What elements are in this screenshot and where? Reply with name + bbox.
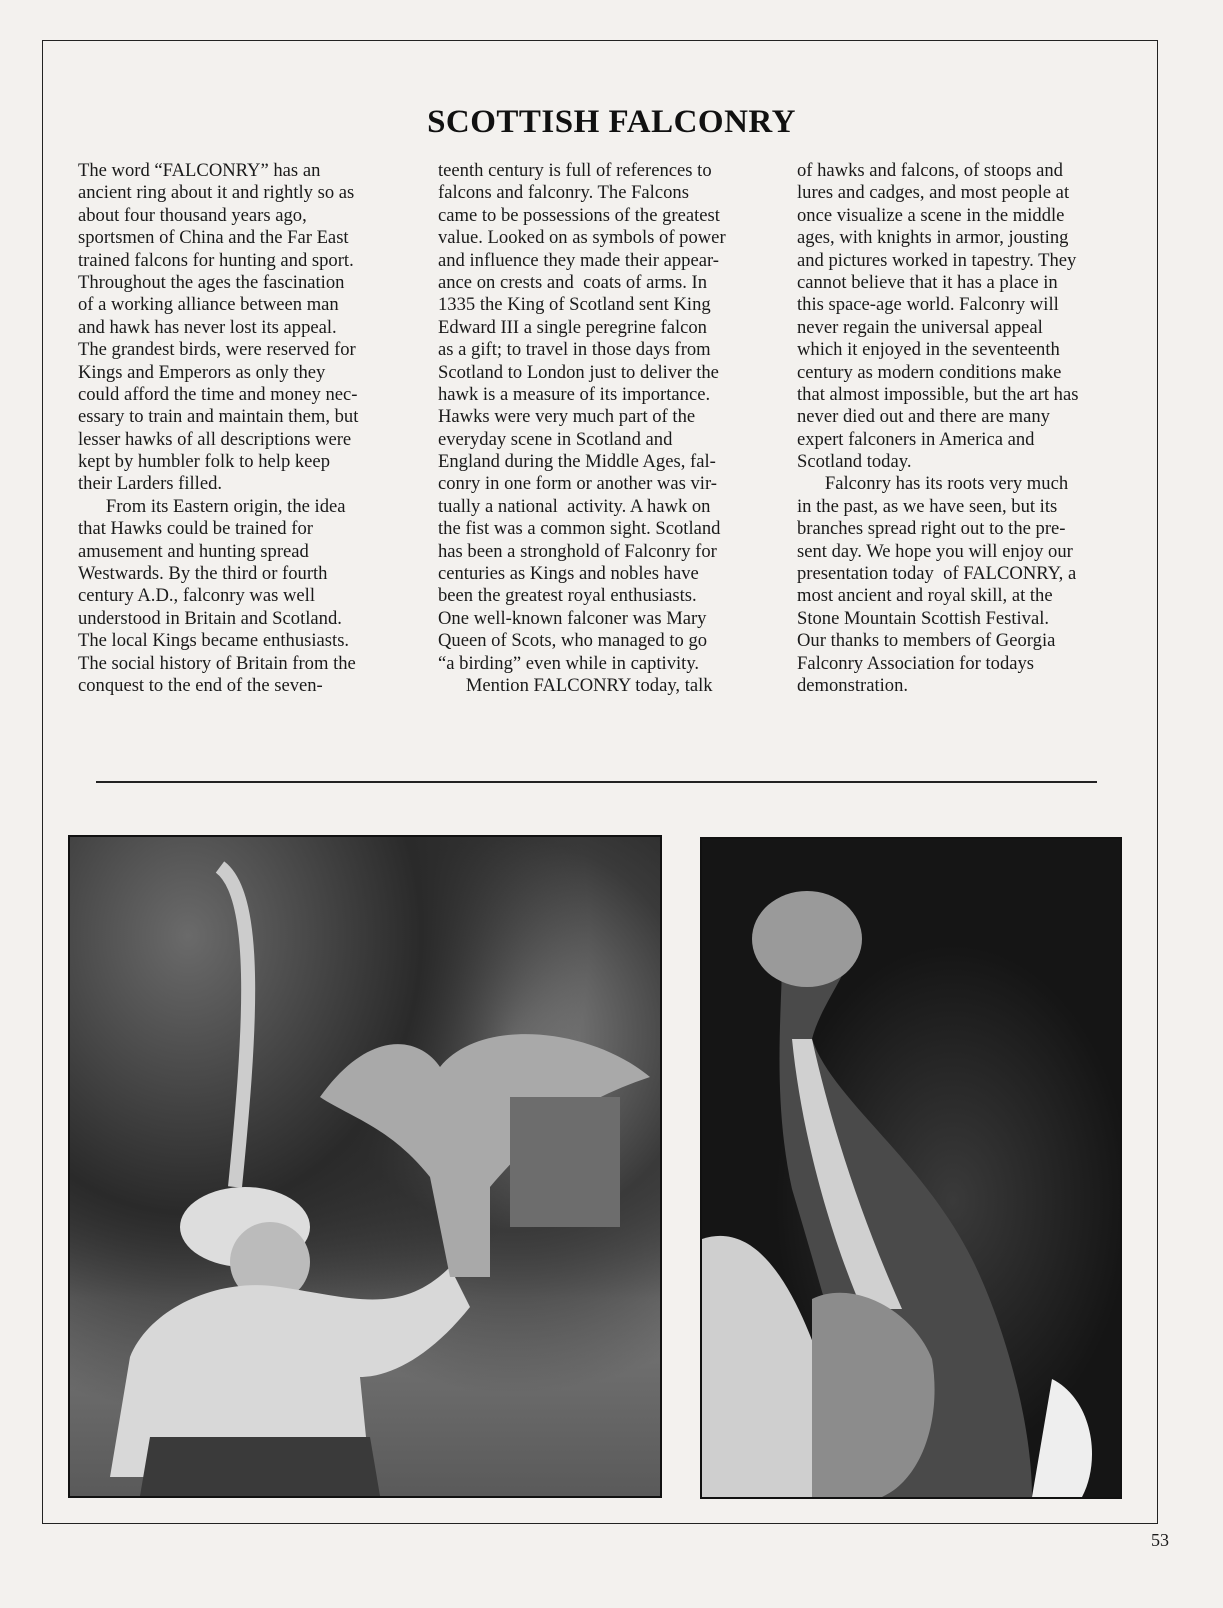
text-line: tually a national activity. A hawk on xyxy=(438,495,711,517)
text-line: about four thousand years ago, xyxy=(78,204,307,226)
text-line: and pictures worked in tapestry. They xyxy=(797,249,1077,271)
text-line: conquest to the end of the seven- xyxy=(78,674,323,696)
text-line: conry in one form or another was vir- xyxy=(438,473,717,495)
text-line: essary to train and maintain them, but xyxy=(78,406,359,428)
text-line: that Hawks could be trained for xyxy=(78,518,313,540)
text-line: England during the Middle Ages, fal- xyxy=(438,451,716,473)
text-line: of hawks and falcons, of stoops and xyxy=(797,160,1063,181)
text-line: Edward III a single peregrine falcon xyxy=(438,316,707,338)
text-column-2 xyxy=(438,160,726,697)
text-line: lesser hawks of all descriptions were xyxy=(78,428,352,450)
article-title: SCOTTISH FALCONRY xyxy=(427,104,796,140)
text-line: amusement and hunting spread xyxy=(78,540,309,562)
text-line: “a birding” even while in captivity. xyxy=(438,652,700,674)
text-line: came to be possessions of the greatest xyxy=(438,204,720,226)
text-line: been the greatest royal enthusiasts. xyxy=(438,585,697,607)
divider-rule xyxy=(96,781,1097,783)
photo-falconer-with-hawk xyxy=(68,835,662,1498)
text-line: could afford the time and money nec- xyxy=(78,383,358,405)
photo-hawk-closeup xyxy=(700,837,1122,1499)
text-line: in the past, as we have seen, but its xyxy=(797,495,1058,517)
text-line: The social history of Britain from the xyxy=(78,652,356,674)
text-line: century as modern conditions make xyxy=(797,361,1062,383)
text-line: this space-age world. Falconry will xyxy=(797,294,1059,316)
text-line: Stone Mountain Scottish Festival. xyxy=(797,607,1050,629)
text-line: which it enjoyed in the seventeenth xyxy=(797,339,1060,361)
text-line: From its Eastern origin, the idea xyxy=(78,495,346,517)
text-line: Scotland today. xyxy=(797,451,912,473)
text-line: of a working alliance between man xyxy=(78,294,339,316)
text-line: teenth century is full of references to xyxy=(438,160,712,181)
text-line: century A.D., falconry was well xyxy=(78,585,315,607)
text-line: cannot believe that it has a place in xyxy=(797,271,1058,293)
text-line: presentation today of FALCONRY, a xyxy=(797,563,1077,585)
text-line: the fist was a common sight. Scotland xyxy=(438,518,721,540)
hawk-illustration xyxy=(702,839,1120,1497)
text-line: value. Looked on as symbols of power xyxy=(438,227,726,249)
text-line: Kings and Emperors as only they xyxy=(78,361,326,383)
text-line: branches spread right out to the pre- xyxy=(797,518,1066,540)
text-line: kept by humbler folk to help keep xyxy=(78,451,330,473)
text-line: sportsmen of China and the Far East xyxy=(78,227,349,249)
text-line: Falconry has its roots very much xyxy=(797,473,1069,495)
text-line: sent day. We hope you will enjoy our xyxy=(797,540,1073,562)
page-number: 53 xyxy=(1151,1530,1169,1550)
text-line: has been a stronghold of Falconry for xyxy=(438,540,717,562)
text-line: Westwards. By the third or fourth xyxy=(78,563,328,585)
text-line: never died out and there are many xyxy=(797,406,1050,428)
text-line: their Larders filled. xyxy=(78,473,223,495)
text-line: understood in Britain and Scotland. xyxy=(78,607,342,629)
text-line: that almost impossible, but the art has xyxy=(797,383,1079,405)
text-line: ages, with knights in armor, jousting xyxy=(797,227,1069,249)
text-line: Mention FALCONRY today, talk xyxy=(438,674,713,696)
text-column-3 xyxy=(797,160,1078,697)
text-line: Our thanks to members of Georgia xyxy=(797,630,1056,652)
text-line: everyday scene in Scotland and xyxy=(438,428,673,450)
text-line: falcons and falconry. The Falcons xyxy=(438,182,689,204)
text-line: The word “FALCONRY” has an xyxy=(78,160,321,181)
text-column-1 xyxy=(78,160,358,697)
text-line: and hawk has never lost its appeal. xyxy=(78,316,337,338)
falconer-illustration xyxy=(70,837,660,1496)
text-line: most ancient and royal skill, at the xyxy=(797,585,1053,607)
text-line: Falconry Association for todays xyxy=(797,652,1035,674)
text-line: and influence they made their appear- xyxy=(438,249,719,271)
text-line: The local Kings became enthusiasts. xyxy=(78,630,350,652)
text-line: never regain the universal appeal xyxy=(797,316,1043,338)
text-line: as a gift; to travel in those days from xyxy=(438,339,711,361)
text-line: demonstration. xyxy=(797,674,909,696)
text-line: Scotland to London just to deliver the xyxy=(438,361,719,383)
text-line: once visualize a scene in the middle xyxy=(797,204,1065,226)
text-line: lures and cadges, and most people at xyxy=(797,182,1070,204)
text-line: centuries as Kings and nobles have xyxy=(438,563,699,585)
text-line: 1335 the King of Scotland sent King xyxy=(438,294,711,316)
text-line: ance on crests and coats of arms. In xyxy=(438,271,707,293)
text-line: ancient ring about it and rightly so as xyxy=(78,182,355,204)
text-line: Queen of Scots, who managed to go xyxy=(438,630,708,652)
text-line: trained falcons for hunting and sport. xyxy=(78,249,354,271)
text-line: Throughout the ages the fascination xyxy=(78,271,345,293)
text-line: hawk is a measure of its importance. xyxy=(438,383,711,405)
text-line: expert falconers in America and xyxy=(797,428,1035,450)
text-line: Hawks were very much part of the xyxy=(438,406,696,428)
text-line: The grandest birds, were reserved for xyxy=(78,339,356,361)
text-line: One well-known falconer was Mary xyxy=(438,607,707,629)
